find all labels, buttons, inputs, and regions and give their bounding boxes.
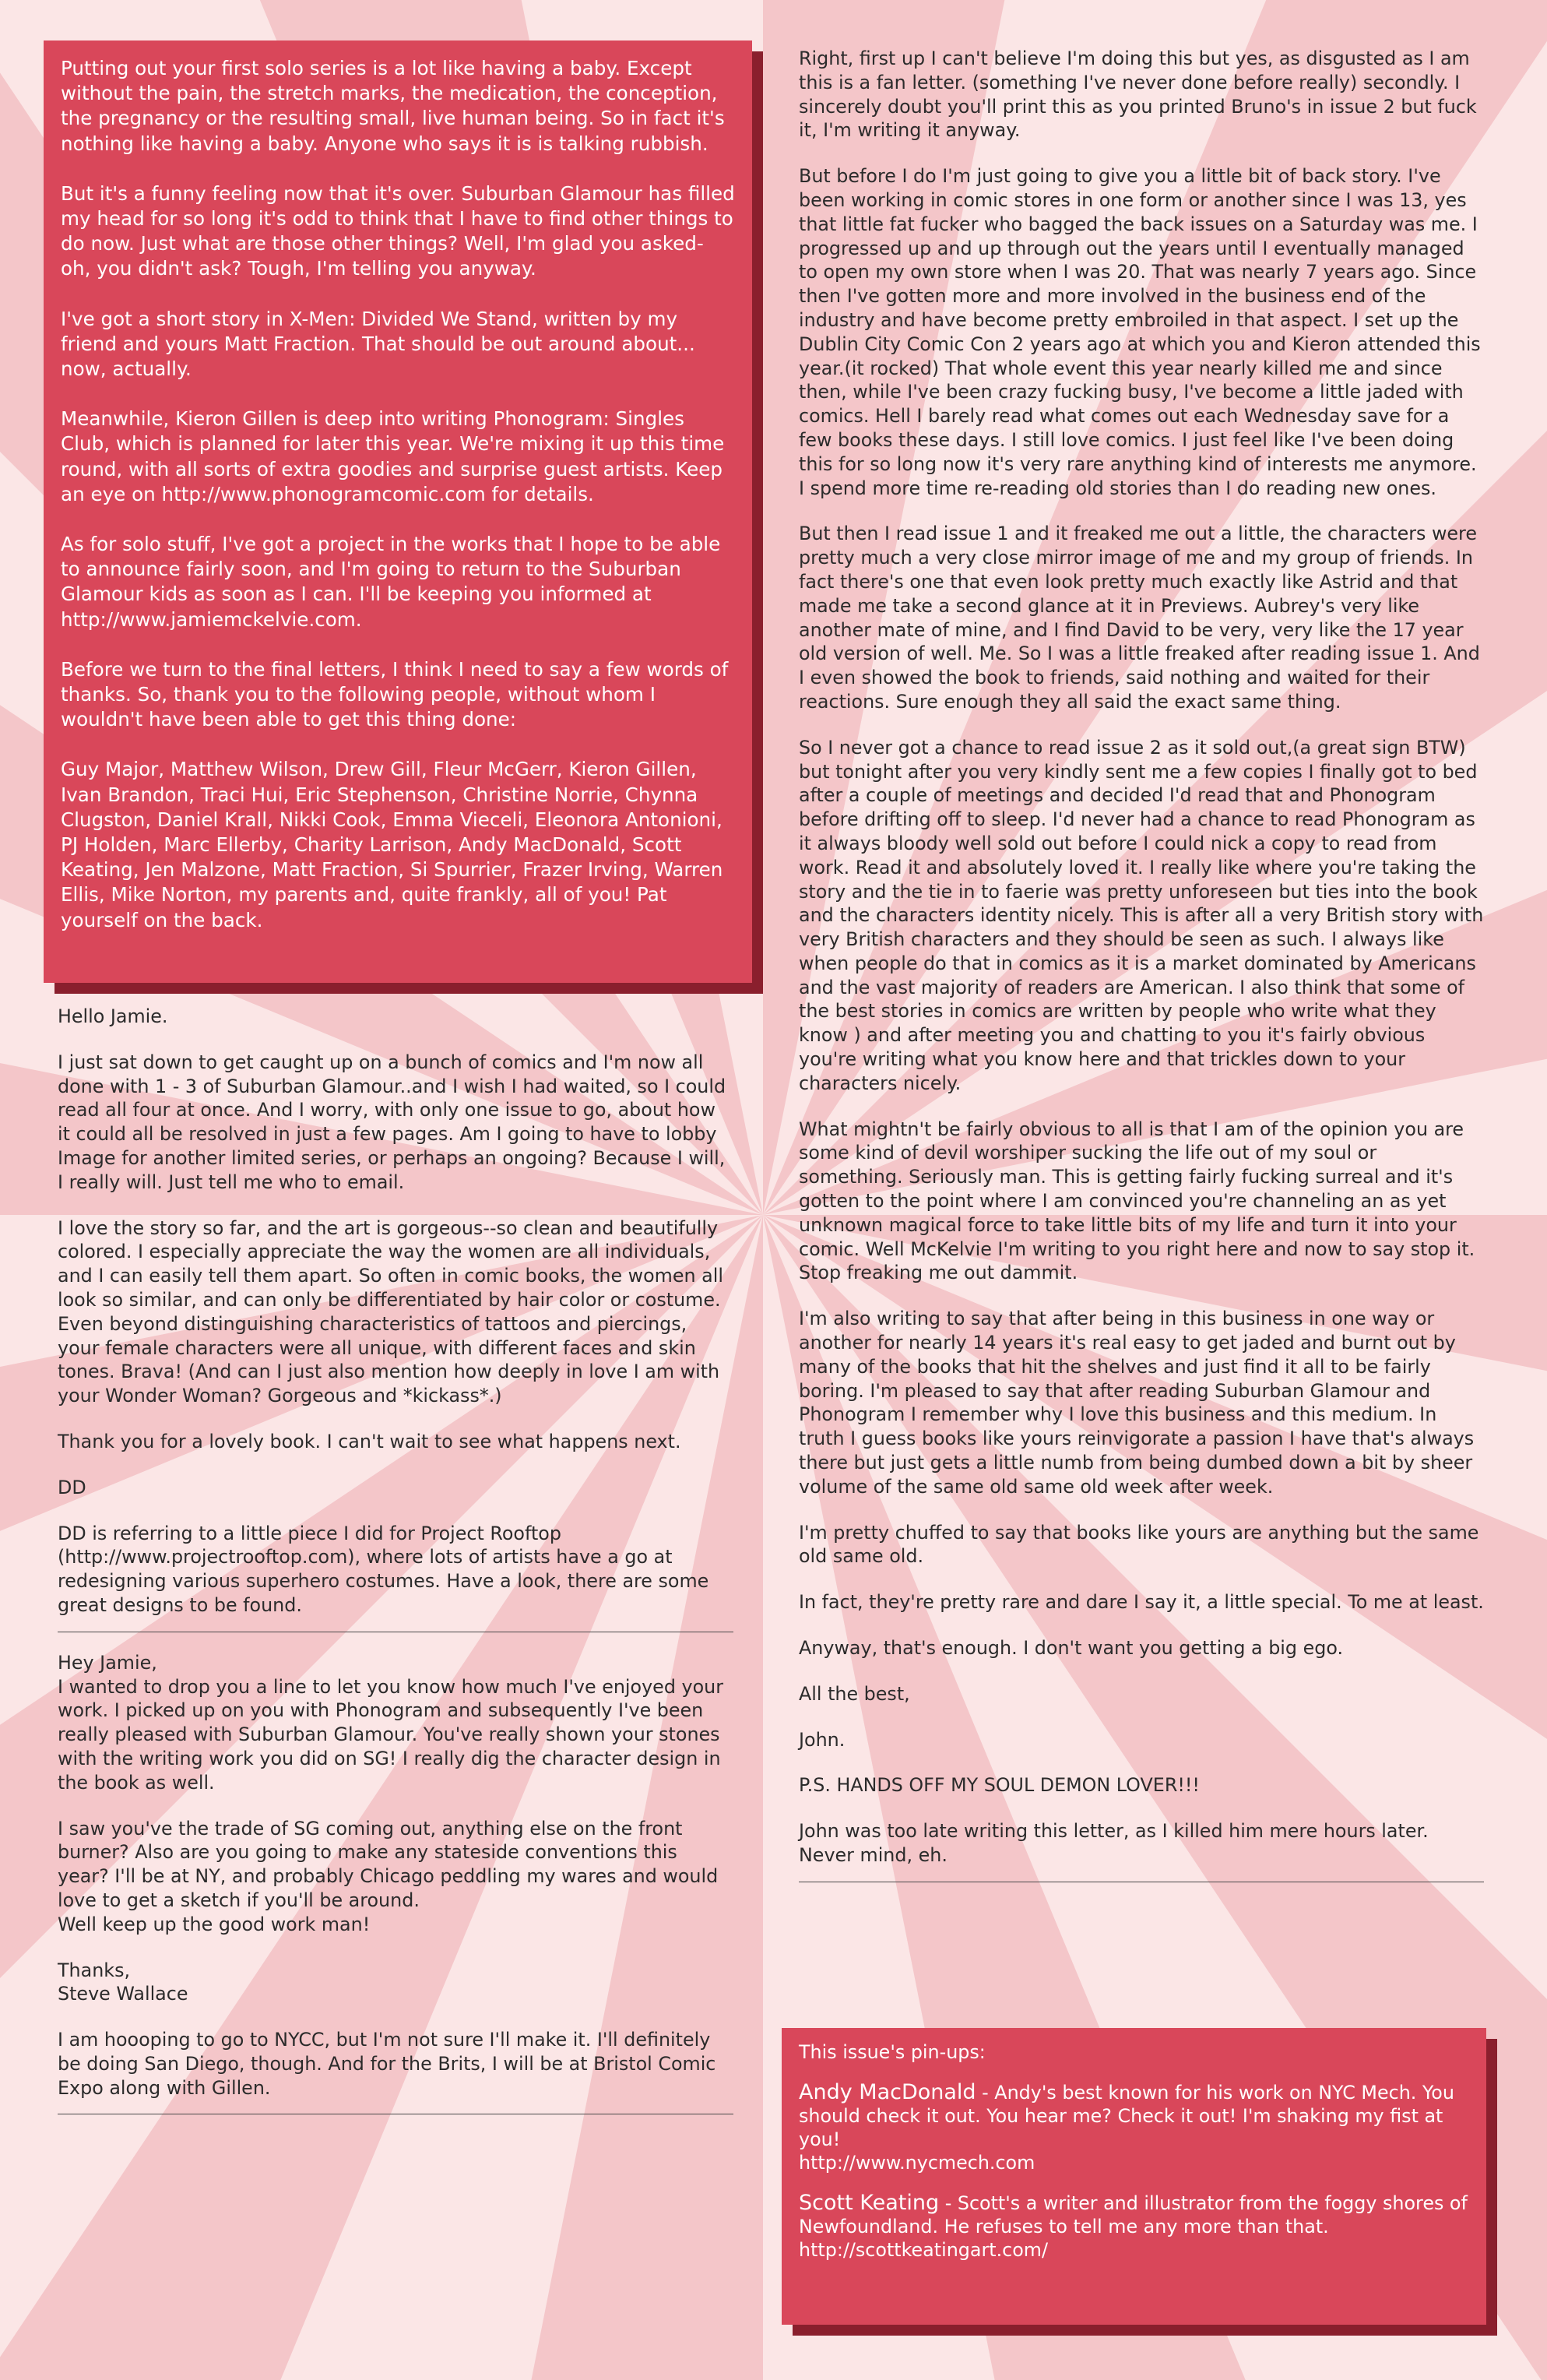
letter-dd: [58, 1005, 733, 1618]
pinup-entry: [799, 2081, 1469, 2174]
letter-paragraph: Hey Jamie, I wanted to drop you a line to let you know how much I've enjoyed your work. I picked up on you with Phonogram and subsequently I've been really pleased with Suburban Glamour. You've really shown your stones with the writing work you did on SG! I really dig the character design in the book as well.: [58, 1651, 723, 1794]
letters-left-column: [58, 1005, 733, 2133]
editor-reply: John was too late writing this letter, as I killed him mere hours later. Never mind, eh.: [799, 1820, 1429, 1866]
letter-paragraph: I love the story so far, and the art is gorgeous--so clean and beautifully colored. I especially appreciate the way the women are all individuals, and I can easily tell them apart. So often in comic books, the women all look so similar, and can only be differentiated by hair color or costume. Even beyond distinguishing characteristics of tattoos and piercings, your female characters were all unique, with different faces and skin tones. Brava! (And can I just also mention how deeply in love I am with your Wonder Woman? Gorgeous and *kickass*.): [58, 1216, 723, 1407]
pinup-url[interactable]: http://www.nycmech.com: [799, 2152, 1035, 2174]
letter-closing: All the best,: [799, 1682, 910, 1705]
letter-signature: John.: [799, 1728, 846, 1751]
intro-editorial-box: [44, 40, 752, 983]
letter-paragraph: Right, first up I can't believe I'm doing this but yes, as disgusted as I am this is a fan letter. (something I've never done before really) secondly. I sincerely doubt you'll print this as you printed Bruno's in issue 2 but fuck it, I'm writing it anyway.: [799, 48, 1477, 142]
letter-signature: Thanks, Steve Wallace: [58, 1959, 188, 2005]
editor-reply: I am hoooping to go to NYCC, but I'm not sure I'll make it. I'll definitely be doing San Diego, though. And for the Brits, I will be at Bristol Comic Expo along with Gillen.: [58, 2029, 716, 2099]
intro-paragraph: Before we turn to the final letters, I think I need to say a few words of thanks. So, thank you to the following people, without whom I wouldn't have been able to get this thing done:: [61, 657, 729, 731]
pinup-description: - Scott's a writer and illustrator from the foggy shores of Newfoundland. He refuses to tell me any more than that.: [799, 2192, 1468, 2237]
letter-signature: DD: [58, 1476, 86, 1498]
intro-paragraph: Putting out your first solo series is a lot like having a baby. Except without the pain, the stretch marks, the medication, the conception, the pregnancy or the resulting small, live human being. So in fact it's nothing like having a baby. Anyone who says it is is talking rubbish.: [61, 57, 725, 155]
letter-steve: [58, 1651, 733, 2100]
intro-paragraph: But it's a funny feeling now that it's over. Suburban Glamour has filled my head for so long it's odd to think that I have to find other things to do now. Just what are those other things? Well, I'm glad you asked- oh, you didn't ask? Tough, I'm telling you anyway.: [61, 181, 735, 280]
letter-paragraph: So I never got a chance to read issue 2 as it sold out,(a great sign BTW) but tonight after you very kindly sent me a few copies I finally got to bed after a couple of meetings and decided I'd read that and Phonogram before drifting off to sleep. I'd never had a chance to read Phonogram as it always bloody well sold out before I could nick a copy to read from work. Read it and absolutely loved it. I really like where you're taking the story and the tie in to faerie was pretty unforeseen but ties into the book and the characters identity nicely. This is after all a very British story with very British characters and they should be seen as such. I always like when people do that in comics as it is a market dominated by Americans and the vast majority of readers are American. I also think that some of the best stories in comics are written by people who write what they know ) and after meeting you and chatting to you it's fairly obvious you're writing what you know here and that trickles down to your characters nicely.: [799, 736, 1484, 1094]
pinup-entry: [799, 2192, 1469, 2262]
pinup-url[interactable]: http://scottkeatingart.com/: [799, 2239, 1048, 2261]
pinups-box: [782, 2028, 1486, 2325]
intro-paragraph: I've got a short story in X-Men: Divided We Stand, written by my friend and yours Matt Fraction. That should be out around about... now, actually.: [61, 307, 695, 381]
letter-paragraph: Anyway, that's enough. I don't want you getting a big ego.: [799, 1637, 1344, 1660]
intro-paragraph: Meanwhile, Kieron Gillen is deep into writing Phonogram: Singles Club, which is planned for later this year. We're mixing it up this time round, with all sorts of extra goodies and surprise guest artists. Keep an eye on http://www.phonogramcomic.com for details.: [61, 407, 725, 505]
letter-paragraph: Hello Jamie.: [58, 1005, 168, 1027]
pinup-description: - Andy's best known for his work on NYC Mech. You should check it out. You hear me? Check it out! I'm shaking my fist at you!: [799, 2082, 1454, 2150]
letter-paragraph: In fact, they're pretty rare and dare I say it, a little special. To me at least.: [799, 1591, 1484, 1614]
pinup-artist-name: Andy MacDonald: [799, 2080, 976, 2104]
pinup-artist-name: Scott Keating: [799, 2191, 940, 2215]
editor-reply: DD is referring to a little piece I did for Project Rooftop (http://www.projectrooftop.com), where lots of artists have a go at redesigning various superhero costumes. Have a look, there are some great designs to be found.: [58, 1522, 709, 1616]
letter-paragraph: I just sat down to get caught up on a bunch of comics and I'm now all done with 1 - 3 of Suburban Glamour..and I wish I had waited, so I could read all four at once. And I worry, with only one issue to go, about how it could all be resolved in just a few pages. Am I going to have to lobby Image for another limited series, or perhaps an ongoing? Because I will, I really will. Just tell me who to email.: [58, 1051, 726, 1193]
letter-postscript: P.S. HANDS OFF MY SOUL DEMON LOVER!!!: [799, 1774, 1200, 1797]
thanks-list: Guy Major, Matthew Wilson, Drew Gill, Fleur McGerr, Kieron Gillen, Ivan Brandon, Traci Hui, Eric Stephenson, Christine Norrie, Chynna Clugston, Daniel Krall, Nikki Cook, Emma Vieceli, Eleonora Antonioni, PJ Holden, Marc Ellerby, Charity Larrison, Andy MacDonald, Scott Keating, Jen Malzone, Matt Fraction, Si Spurrier, Frazer Irving, Warren Ellis, Mike Norton, my parents and, quite frankly, all of you! Pat yourself on the back.: [61, 758, 723, 931]
letter-paragraph: Thank you for a lovely book. I can't wait to see what happens next.: [58, 1430, 681, 1452]
letter-john: [799, 47, 1484, 1901]
letter-paragraph: I saw you've the trade of SG coming out, anything else on the front burner? Also are you going to make any stateside conventions this year? I'll be at NY, and probably Chicago peddling my wares and would love to get a sketch if you'll be around. Well keep up the good work man!: [58, 1817, 719, 1935]
letter-paragraph: What mightn't be fairly obvious to all is that I am of the opinion you are some kind of devil worshiper sucking the life out of my soul or something. Seriously man. This is getting fairly fucking surreal and it's gotten to the point where I am convinced you're channeling an as yet unknown magical force to take little bits of my life and turn it into your comic. Well McKelvie I'm writing to you right here and now to say stop it. Stop freaking me out dammit.: [799, 1118, 1475, 1284]
pinups-heading: This issue's pin-ups:: [799, 2041, 986, 2063]
letter-paragraph: I'm pretty chuffed to say that books like yours are anything but the same old same old.: [799, 1521, 1479, 1568]
letter-paragraph: But before I do I'm just going to give you a little bit of back story. I've been working in comic stores in one form or another since I was 13, yes that little fat fucker who bagged the back issues on a Saturday was me. I progressed up and up through out the years until I eventually managed to open my own store when I was 20. That was nearly 7 years ago. Since then I've gotten more and more involved in the business end of the industry and have become pretty embroiled in that aspect. I set up the Dublin City Comic Con 2 years ago at which you and Kieron attended this year.(it rocked) That whole event this year nearly killed me and since then, while I've been crazy fucking busy, I've become a little jaded with comics. Hell I barely read what comes out each Wednesday save for a few books these days. I still love comics. I just feel like I've been doing this for so long now it's very rare anything kind of interests me anymore. I spend more time re-reading old stories than I do reading new ones.: [799, 165, 1481, 499]
intro-paragraph: As for solo stuff, I've got a project in the works that I hope to be able to announce fairly soon, and I'm going to return to the Suburban Glamour kids as soon as I can. I'll be keeping you informed at http://www.jamiemckelvie.com.: [61, 533, 721, 631]
letter-paragraph: I'm also writing to say that after being in this business in one way or another for nearly 14 years it's real easy to get jaded and burnt out by many of the books that hit the shelves and just find it all to be fairly boring. I'm pleased to say that after reading Suburban Glamour and Phonogram I remember why I love this business and this medium. In truth I guess books like yours reinvigorate a passion I have that's always there but just gets a little numb from being dumbed down a bit by sheer volume of the same old same old week after week.: [799, 1308, 1475, 1498]
letter-paragraph: But then I read issue 1 and it freaked me out a little, the characters were pretty much a very close mirror image of me and my group of friends. In fact there's one that even look pretty much exactly like Astrid and that made me take a second glance at it in Previews. Aubrey's very like another mate of mine, and I find David to be very, very like the 17 year old version of well. Me. So I was a little freaked after reading issue 1. And I even showed the book to friends, said nothing and waited for their reactions. Sure enough they all said the exact same thing.: [799, 523, 1480, 713]
